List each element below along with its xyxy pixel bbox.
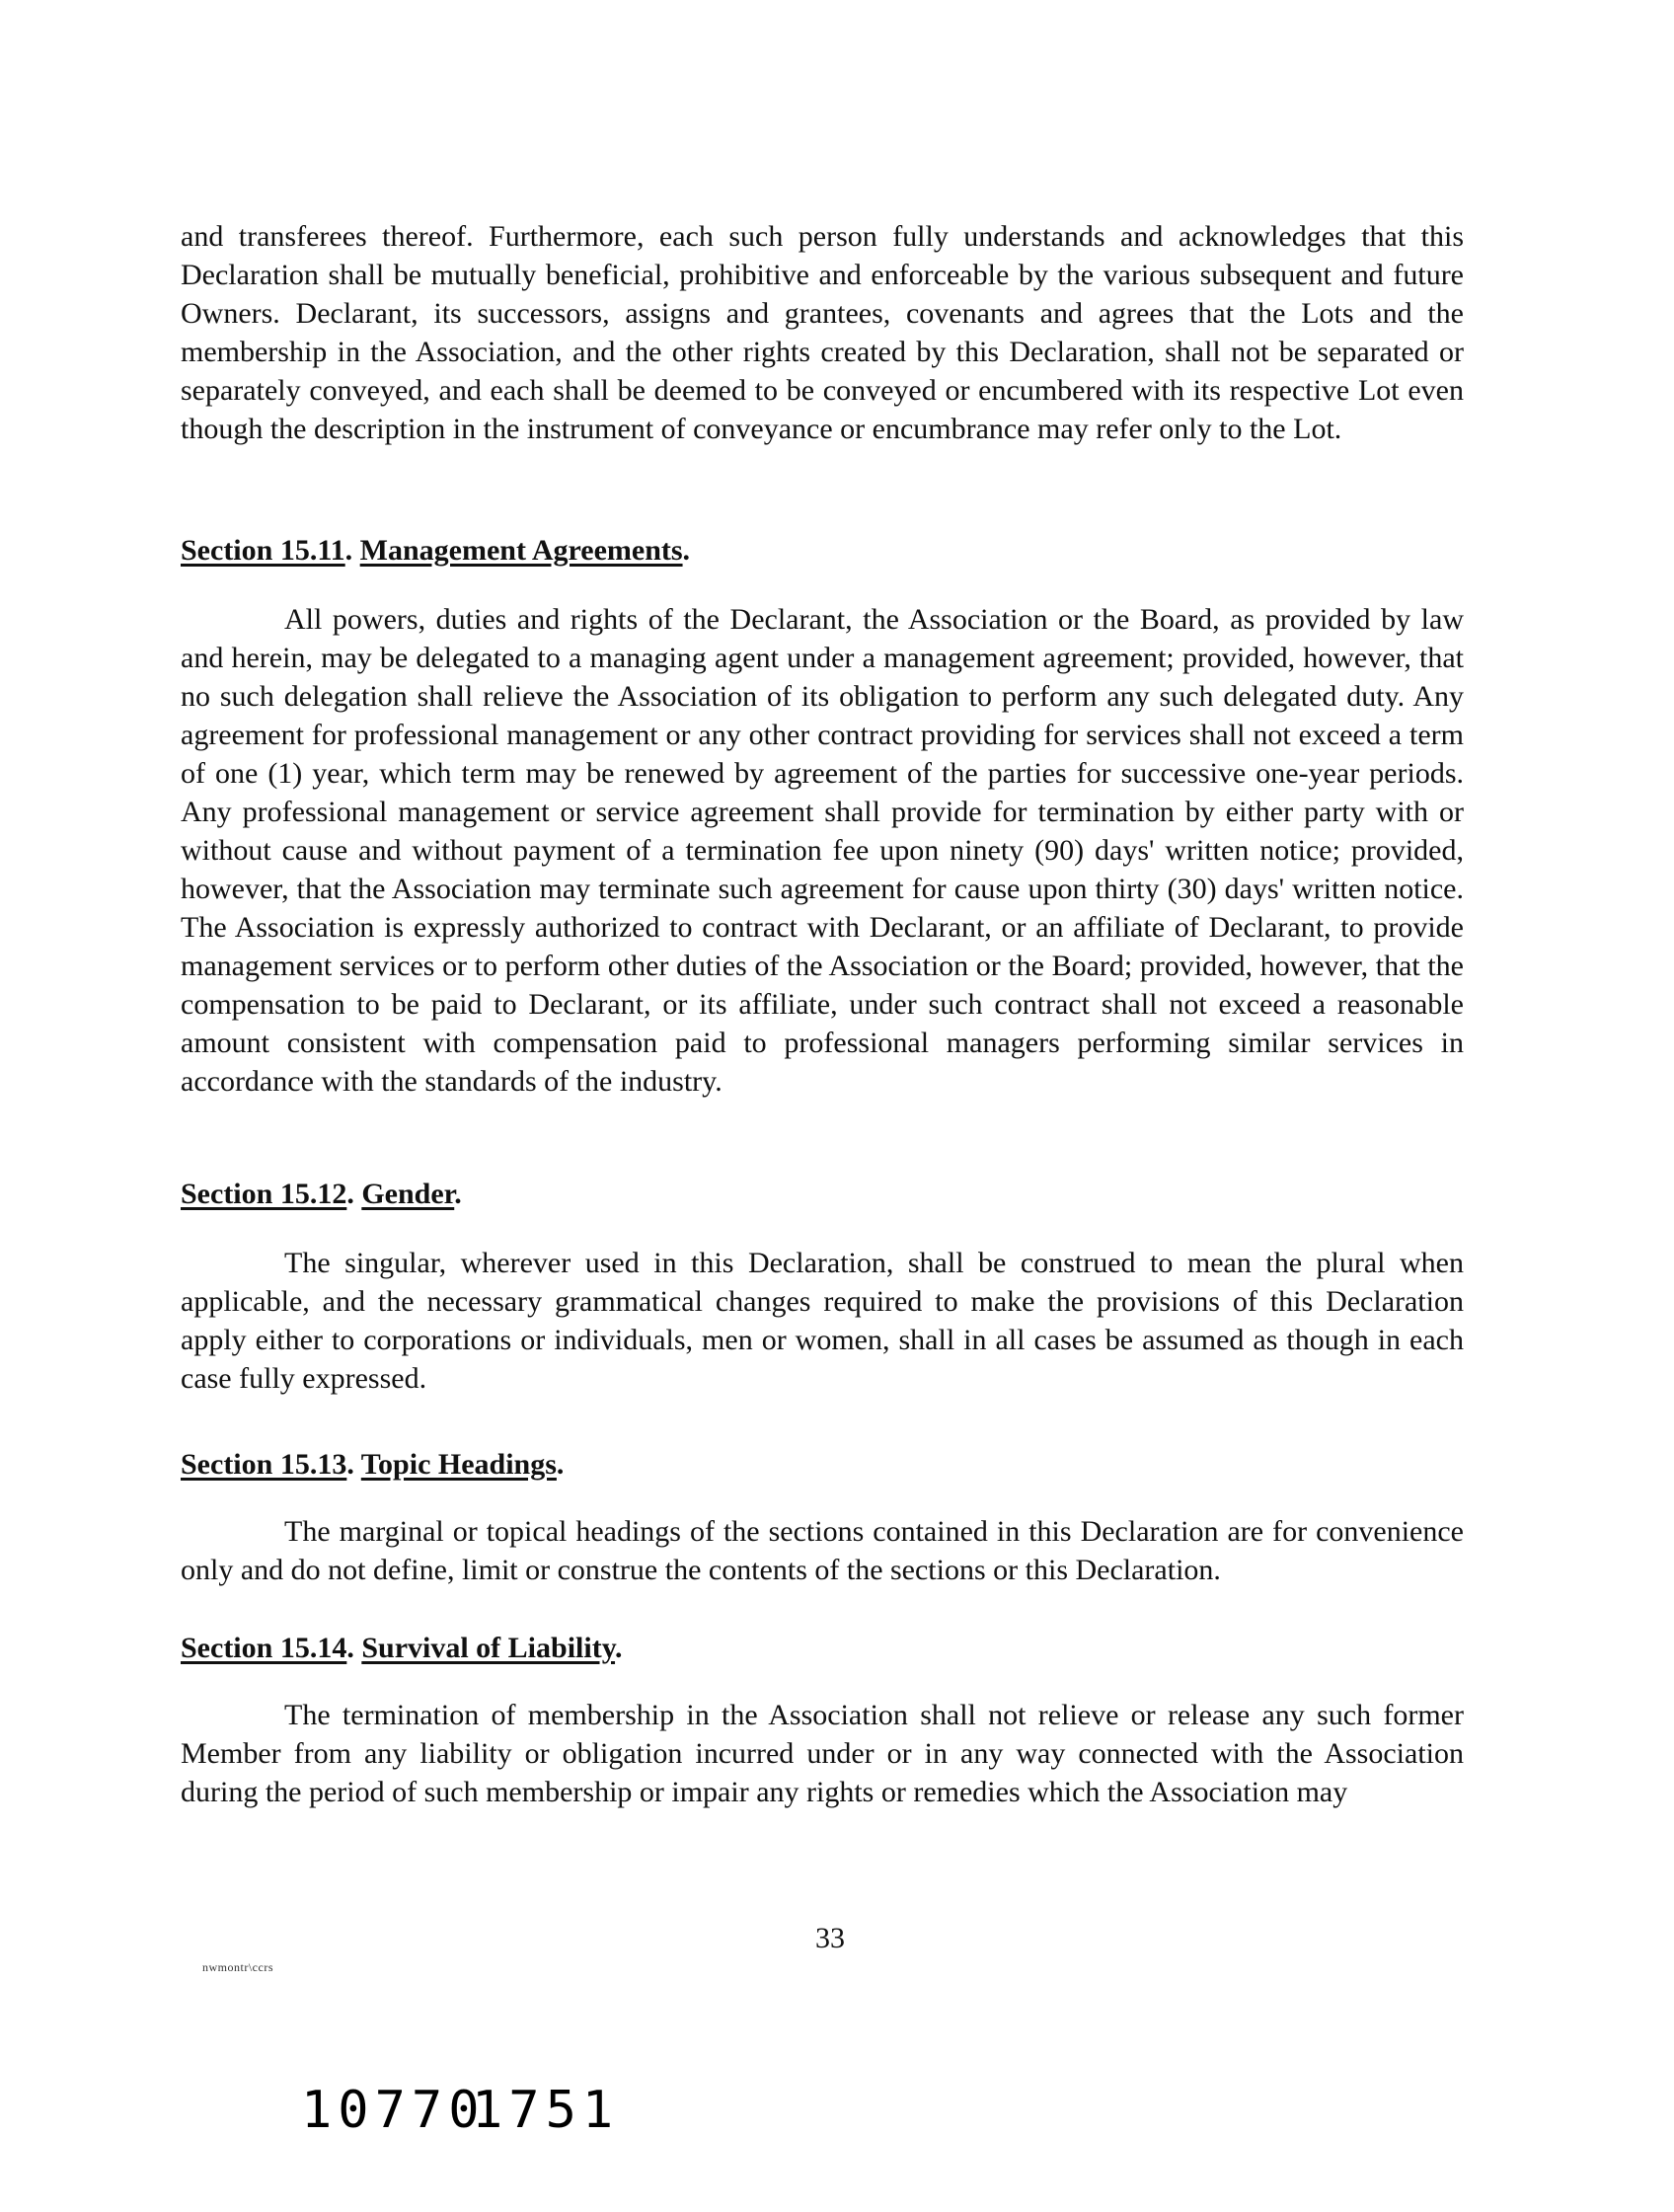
heading-terminator: . [682, 534, 691, 567]
section-heading [181, 1631, 623, 1666]
file-code: nwmontr\ccrs [202, 1960, 273, 1974]
heading-separator: . [344, 534, 360, 567]
section-number: Section 15.13 [181, 1448, 347, 1481]
heading-separator: . [346, 1632, 362, 1664]
page-number: 33 [815, 1922, 845, 1954]
section-body: All powers, duties and rights of the Declarant, the Association or the Board, as provided by law and herein, may be delegated to a managing agent under a management agreement; provided, however, that no such delegation shall relieve the Association of its obligation to perform any such delegated duty. Any agreement for professional management or any other contract providing for services shall not exceed a term of one (1) year, which term may be renewed by agreement of the parties for successive one-year periods. Any professional management or service agreement shall provide for termination by either party with or without cause and without payment of a termination fee upon ninety (90) days' written notice; provided, however, that the Association may terminate such agreement for cause upon thirty (30) days' written notice. The Association is expressly authorized to contract with Declarant, or an affiliate of Declarant, to provide management services or to perform other duties of the Association or the Board; provided, however, that the compensation to be paid to Declarant, or its affiliate, under such contract shall not exceed a reasonable amount consistent with compensation paid to professional managers performing similar services in accordance with the standards of the industry. [181, 603, 1464, 1098]
section-body: The termination of membership in the Association shall not relieve or release any such former Member from any liability or obligation incurred under or in any way connected with the Association during the period of such membership or impair any rights or remedies which the Association may [181, 1699, 1464, 1808]
heading-terminator: . [454, 1178, 462, 1210]
section-number: Section 15.12 [181, 1178, 347, 1210]
intro-paragraph: and transferees thereof. Furthermore, each such person fully understands and acknowledges that this Declaration shall be mutually beneficial, prohibitive and enforceable by the various subsequent and future Owners. Declarant, its successors, assigns and grantees, covenants and agrees that the Lots and the membership in the Association, and the other rights created by this Declaration, shall not be separated or separately conveyed, and each shall be deemed to be conveyed or encumbered with its respective Lot even though the description in the instrument of conveyance or encumbrance may refer only to the Lot. [181, 220, 1464, 445]
heading-separator: . [346, 1178, 362, 1210]
heading-separator: . [346, 1448, 361, 1481]
section-title: Gender [361, 1178, 455, 1210]
heading-terminator: . [556, 1448, 565, 1481]
recording-book-number: 10770 [301, 2081, 486, 2140]
heading-terminator: . [615, 1632, 623, 1664]
section-heading [181, 1177, 462, 1212]
section-body: The marginal or topical headings of the sections contained in this Declaration are for convenience only and do not define, limit or construe the contents of the sections or this Declaration. [181, 1515, 1464, 1586]
section-number: Section 15.14 [181, 1632, 347, 1664]
section-title: Topic Headings [360, 1448, 557, 1481]
section-body: The singular, wherever used in this Declaration, shall be construed to mean the plural when applicable, and the necessary grammatical changes required to make the provisions of this Declaration apply either to corporations or individuals, men or women, shall in all cases be assumed as though in each case fully expressed. [181, 1247, 1464, 1395]
section-number: Section 15.11 [181, 534, 345, 567]
section-title: Management Agreements [359, 534, 683, 567]
section-heading [181, 533, 690, 569]
recording-page-number: 1751 [472, 2081, 620, 2140]
section-title: Survival of Liability [361, 1632, 616, 1664]
section-heading [181, 1447, 564, 1483]
